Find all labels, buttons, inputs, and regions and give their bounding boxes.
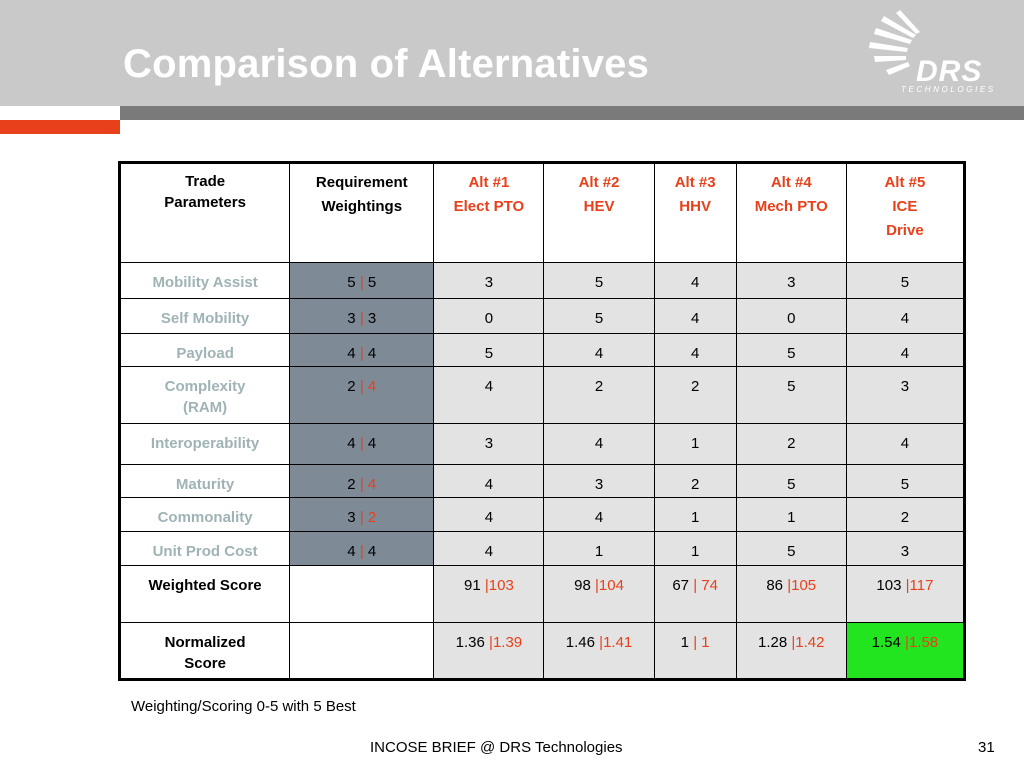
weighting-cell	[290, 299, 434, 334]
comparison-table	[118, 161, 966, 681]
score-value: 1.46	[565, 634, 600, 651]
page-title: Comparison of Alternatives	[123, 42, 650, 86]
score-cell: 4	[654, 263, 736, 299]
score-cell: 4	[846, 334, 964, 367]
header-label: ICE	[892, 198, 918, 215]
header-trade-parameters	[120, 163, 290, 263]
param-label: Commonality	[157, 509, 253, 526]
score-cell: 5	[434, 334, 544, 367]
score-value-alt: 1.42	[795, 634, 825, 651]
param-label: Complexity	[164, 378, 246, 395]
header-alt-1	[434, 163, 544, 263]
scoring-note: Weighting/Scoring 0-5 with 5 Best	[131, 698, 356, 715]
score-cell: 2	[846, 498, 964, 532]
weighted-score-cell	[736, 566, 846, 623]
header-label: Weightings	[321, 198, 403, 215]
score-cell: 1	[736, 498, 846, 532]
weight-value: 4	[347, 435, 356, 452]
weight-value: 3	[347, 509, 356, 526]
score-cell: 5	[544, 263, 654, 299]
weight-value: 5	[347, 274, 356, 291]
separator: |	[489, 634, 493, 651]
normalized-score-cell	[434, 623, 544, 680]
separator: |	[359, 274, 364, 291]
score-cell: 5	[736, 465, 846, 498]
normalized-label-line: Score	[184, 655, 226, 672]
score-cell: 4	[846, 299, 964, 334]
score-cell: 4	[846, 424, 964, 465]
param-label: Self Mobility	[160, 310, 250, 327]
normalized-score-row	[120, 623, 965, 680]
header-label: HEV	[583, 198, 615, 215]
score-value-alt: 1.39	[492, 634, 523, 651]
weight-value-alt: 3	[367, 310, 377, 327]
score-value-alt: 103	[488, 577, 514, 594]
header-label: HHV	[679, 198, 711, 215]
header-label: Elect PTO	[453, 198, 525, 215]
separator: |	[693, 634, 698, 651]
score-cell: 2	[736, 424, 846, 465]
weighting-cell	[290, 367, 434, 424]
weight-value-alt: 4	[367, 543, 377, 560]
score-cell: 4	[654, 299, 736, 334]
param-label: Payload	[176, 345, 234, 362]
weight-value: 4	[347, 345, 356, 362]
header-label: Mech PTO	[754, 198, 828, 215]
score-value: 98	[574, 577, 595, 594]
weighting-cell	[290, 263, 434, 299]
header-divider-bar	[120, 106, 1024, 120]
weight-value: 3	[347, 310, 356, 327]
score-value: 86	[766, 577, 788, 594]
header-alt-5	[846, 163, 964, 263]
table-row	[120, 299, 965, 334]
weighted-score-cell	[544, 566, 654, 623]
score-cell: 3	[736, 263, 846, 299]
param-name	[120, 424, 290, 465]
score-cell: 1	[654, 498, 736, 532]
score-value: 1.54	[871, 634, 906, 651]
score-cell: 2	[544, 367, 654, 424]
separator: |	[787, 577, 792, 594]
header-label: Parameters	[164, 194, 246, 211]
logo-subtitle: TECHNOLOGIES	[901, 85, 996, 94]
param-label: Maturity	[175, 476, 235, 493]
score-cell: 5	[736, 367, 846, 424]
normalized-score-cell	[654, 623, 736, 680]
normalized-label-line: Normalized	[164, 634, 246, 651]
param-name	[120, 367, 290, 424]
table-row	[120, 367, 965, 424]
score-value-alt: 1	[697, 634, 710, 651]
param-name	[120, 465, 290, 498]
score-cell: 5	[846, 263, 964, 299]
param-label: Mobility Assist	[152, 274, 258, 291]
score-cell: 4	[434, 498, 544, 532]
score-cell: 4	[544, 424, 654, 465]
weighting-cell	[290, 498, 434, 532]
footer-text: INCOSE BRIEF @ DRS Technologies	[370, 739, 623, 756]
separator: |	[359, 345, 364, 362]
header-label: Drive	[886, 222, 924, 239]
score-cell: 3	[846, 532, 964, 566]
header-row	[120, 163, 965, 263]
score-cell: 4	[654, 334, 736, 367]
score-value: 67	[672, 577, 694, 594]
header-alt-4	[736, 163, 846, 263]
header-accent-bar	[0, 120, 120, 134]
weighted-score-row	[120, 566, 965, 623]
score-cell: 3	[434, 424, 544, 465]
param-label: Unit Prod Cost	[152, 543, 258, 560]
weight-value: 2	[347, 476, 356, 493]
weighted-score-cell	[434, 566, 544, 623]
weight-value-alt: 4	[367, 435, 377, 452]
score-value: 91	[464, 577, 485, 594]
header-label: Alt #3	[674, 174, 716, 191]
score-cell: 1	[654, 424, 736, 465]
score-value-alt: 1.58	[908, 634, 939, 651]
score-cell: 5	[846, 465, 964, 498]
table-row	[120, 424, 965, 465]
score-cell: 0	[434, 299, 544, 334]
score-cell: 4	[544, 498, 654, 532]
normalized-blank-cell	[290, 623, 434, 680]
header-label: Alt #1	[468, 174, 510, 191]
weight-value: 2	[347, 378, 356, 395]
param-name	[120, 532, 290, 566]
logo-wordmark: DRS	[916, 55, 983, 88]
separator: |	[359, 509, 364, 526]
param-name	[120, 299, 290, 334]
separator: |	[359, 435, 364, 452]
score-cell: 4	[544, 334, 654, 367]
separator: |	[359, 310, 364, 327]
weighted-score-cell	[654, 566, 736, 623]
score-cell: 3	[434, 263, 544, 299]
table-row	[120, 465, 965, 498]
param-label: (RAM)	[183, 399, 228, 416]
table-row	[120, 263, 965, 299]
score-value-alt: 1.41	[603, 634, 633, 651]
score-cell: 4	[434, 465, 544, 498]
best-score-cell	[846, 623, 964, 680]
separator: |	[359, 378, 364, 395]
separator: |	[484, 577, 489, 594]
separator: |	[359, 476, 364, 493]
score-value: 1.36	[455, 634, 490, 651]
score-cell: 5	[736, 532, 846, 566]
separator: |	[905, 634, 909, 651]
table-row	[120, 334, 965, 367]
weight-value-alt: 4	[367, 476, 377, 493]
score-value: 1.28	[758, 634, 792, 651]
weighting-cell	[290, 532, 434, 566]
score-cell: 3	[846, 367, 964, 424]
param-name	[120, 498, 290, 532]
page-number: 31	[978, 739, 995, 756]
weight-value: 4	[347, 543, 356, 560]
score-value: 1	[680, 634, 694, 651]
separator: |	[594, 577, 599, 594]
weight-value-alt: 4	[367, 345, 377, 362]
score-cell: 2	[654, 367, 736, 424]
normalized-score-cell	[736, 623, 846, 680]
header-alt-3	[654, 163, 736, 263]
weight-value-alt: 2	[367, 509, 377, 526]
score-cell: 1	[544, 532, 654, 566]
separator: |	[599, 634, 604, 651]
normalized-score-cell	[544, 623, 654, 680]
weighted-score-cell	[846, 566, 964, 623]
param-name	[120, 334, 290, 367]
weighting-cell	[290, 424, 434, 465]
header-label: Requirement	[315, 174, 408, 191]
score-cell: 4	[434, 532, 544, 566]
header-alt-2	[544, 163, 654, 263]
score-value-alt: 117	[909, 577, 934, 594]
score-cell: 5	[736, 334, 846, 367]
normalized-score-label	[120, 623, 290, 680]
header-label: Alt #5	[884, 174, 926, 191]
score-cell: 0	[736, 299, 846, 334]
header-label: Alt #4	[770, 174, 812, 191]
score-cell: 3	[544, 465, 654, 498]
table-row	[120, 532, 965, 566]
weighting-cell	[290, 334, 434, 367]
score-cell: 1	[654, 532, 736, 566]
separator: |	[905, 577, 910, 594]
score-cell: 4	[434, 367, 544, 424]
weighted-blank-cell	[290, 566, 434, 623]
weight-value-alt: 5	[367, 274, 377, 291]
weight-value-alt: 4	[367, 378, 377, 395]
header-requirement-weightings	[290, 163, 434, 263]
table-row	[120, 498, 965, 532]
param-name	[120, 263, 290, 299]
separator: |	[359, 543, 364, 560]
score-value-alt: 74	[697, 577, 718, 594]
score-cell: 2	[654, 465, 736, 498]
separator: |	[791, 634, 796, 651]
score-value-alt: 104	[598, 577, 624, 594]
header-label: Trade	[185, 173, 226, 190]
score-value: 103	[876, 577, 906, 594]
param-label: Interoperability	[150, 435, 260, 452]
header-label: Alt #2	[578, 174, 620, 191]
weighted-score-label: Weighted Score	[120, 566, 290, 623]
score-cell: 5	[544, 299, 654, 334]
score-value-alt: 105	[791, 577, 817, 594]
separator: |	[693, 577, 698, 594]
weighting-cell	[290, 465, 434, 498]
